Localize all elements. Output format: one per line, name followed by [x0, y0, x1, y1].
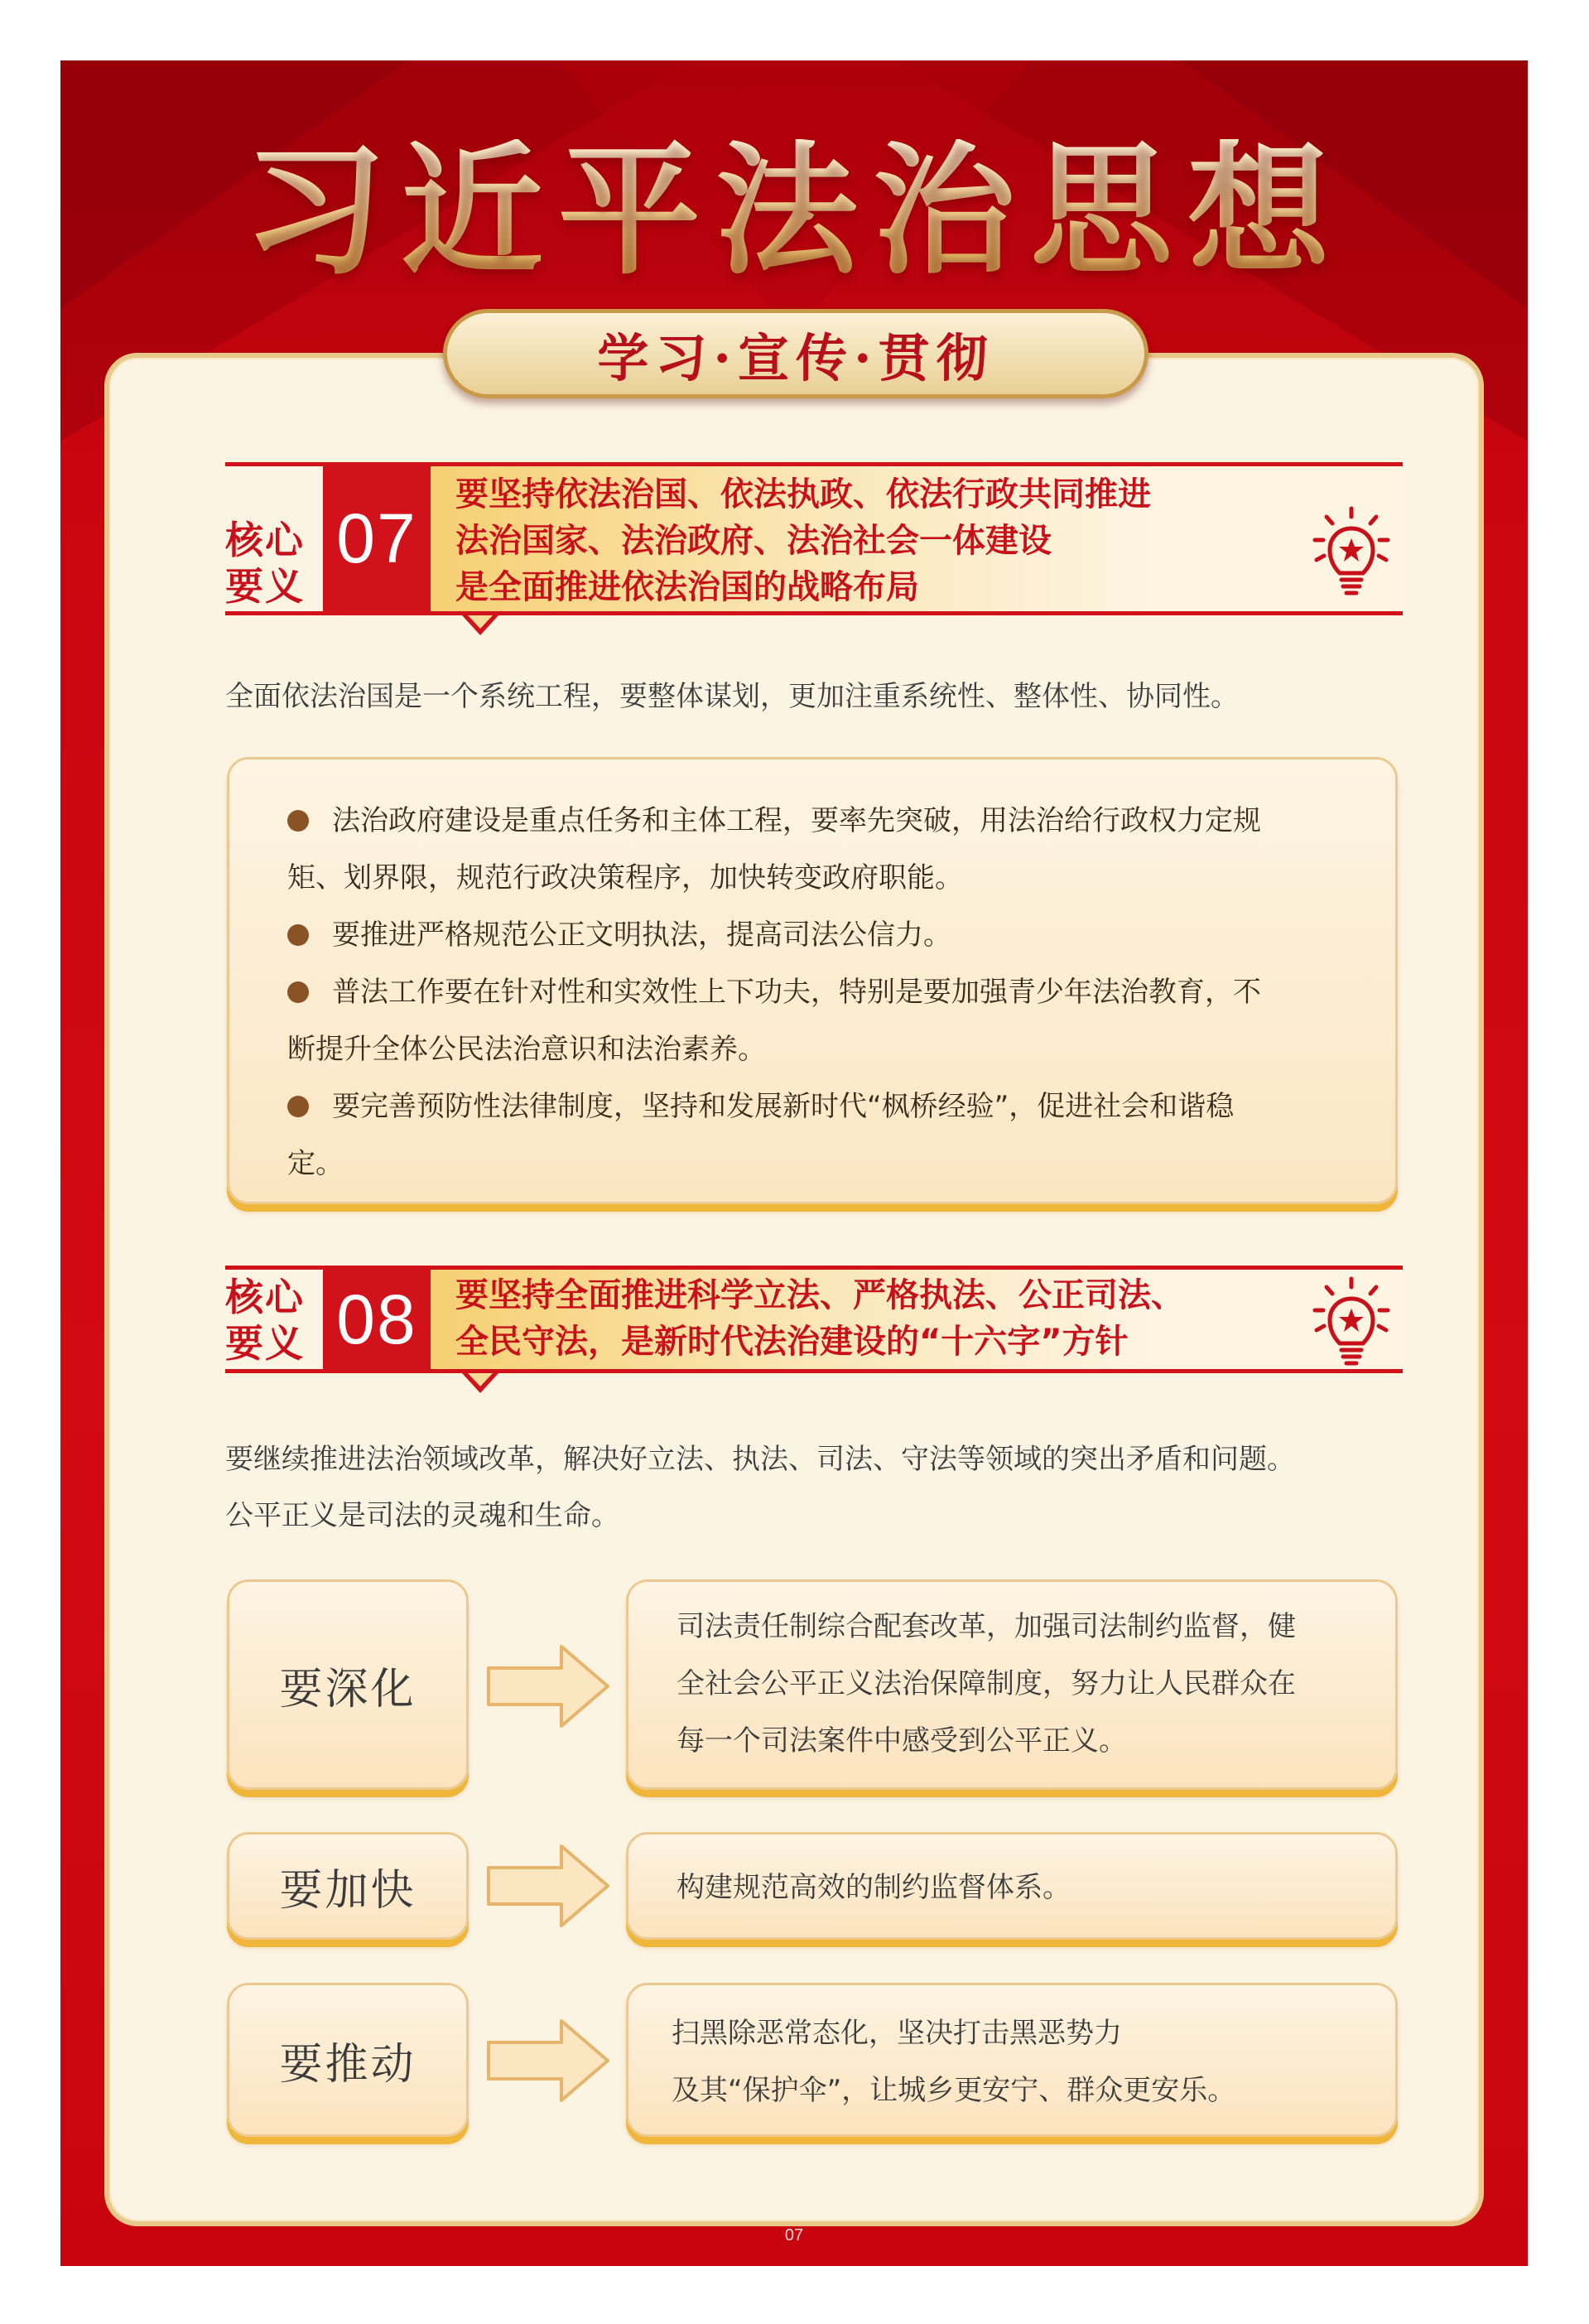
headline-line: 是全面推进依法治国的战略布局 — [455, 568, 919, 606]
arrow-right-icon — [485, 1843, 613, 1929]
action-text-line: 构建规范高效的制约监督体系。 — [677, 1871, 1071, 1904]
section-number: 08 — [336, 1280, 417, 1358]
core-label-line2: 要义 — [225, 564, 305, 609]
action-label-text: 要加快 — [279, 1865, 417, 1916]
bullet-text-cont: 定。 — [287, 1147, 344, 1180]
action-text-line: 全社会公平正义法治保障制度，努力让人民群众在 — [677, 1667, 1296, 1700]
bullet-dot — [287, 1096, 309, 1117]
intro-line: 要继续推进法治领域改革，解决好立法、执法、司法、守法等领域的突出矛盾和问题。 — [225, 1443, 1295, 1476]
headline-line: 要坚持全面推进科学立法、严格执法、公正司法、 — [455, 1276, 1184, 1314]
bullet-item — [287, 964, 1364, 1078]
action-text-line: 司法责任制综合配套改革，加强司法制约监督，健 — [677, 1610, 1296, 1643]
action-label-deepen — [227, 1579, 469, 1790]
headline-line: 要坚持依法治国、依法执政、依法行政共同推进 — [455, 475, 1151, 513]
section-08-intro — [225, 1431, 1418, 1544]
action-label-text: 要推动 — [279, 2039, 417, 2090]
headline-line: 法治国家、法治政府、法治社会一体建设 — [455, 522, 1052, 560]
bullet-text: 法治政府建设是重点任务和主体工程，要率先突破，用法治给行政权力定规 — [332, 804, 1261, 837]
headline-line: 全民守法，是新时代法治建设的“十六字”方针 — [455, 1323, 1129, 1361]
bullet-card — [227, 757, 1398, 1204]
bullet-dot — [287, 924, 309, 946]
intro-line: 公平正义是司法的灵魂和生命。 — [225, 1499, 619, 1532]
page-number: 07 — [784, 2226, 804, 2244]
action-text — [672, 2005, 1235, 2119]
action-text-box-promote — [626, 1983, 1398, 2137]
bullet-text-cont: 矩、划界限，规范行政决策程序，加快转变政府职能。 — [287, 861, 963, 894]
action-text-line: 每一个司法案件中感受到公平正义。 — [677, 1724, 1127, 1757]
header-pointer-inner — [468, 615, 493, 629]
arrow-right-icon — [485, 2018, 613, 2104]
headline-band — [431, 1270, 1403, 1369]
page-title: 习近平法治思想 — [60, 139, 1528, 282]
action-label-accelerate — [227, 1832, 469, 1940]
section-header-08 — [225, 1266, 1403, 1398]
bullet-text: 普法工作要在针对性和实效性上下功夫，特别是要加强青少年法治教育，不 — [332, 976, 1261, 1009]
action-text-box-accelerate — [626, 1832, 1398, 1940]
header-pointer-inner — [468, 1373, 493, 1386]
action-text — [677, 1598, 1296, 1770]
intro-line: 全面依法治国是一个系统工程，要整体谋划，更加注重系统性、整体性、协同性。 — [225, 680, 1239, 713]
lightbulb-star-icon — [1310, 505, 1393, 596]
action-text-line: 及其“保护伞”，让城乡更安宁、群众更安乐。 — [672, 2074, 1236, 2107]
bullet-text: 要完善预防性法律制度，坚持和发展新时代“枫桥经验”，促进社会和谐稳 — [332, 1090, 1235, 1123]
bullet-dot — [287, 810, 309, 832]
core-label — [225, 1274, 323, 1367]
action-label-promote — [227, 1983, 469, 2137]
lightbulb-star-icon — [1310, 1275, 1393, 1367]
action-label-text: 要深化 — [279, 1664, 417, 1714]
header-bottom-rule — [225, 1369, 1403, 1373]
core-label-line1: 核心 — [225, 518, 305, 562]
bullet-text-cont: 断提升全体公民法治意识和法治素养。 — [287, 1033, 766, 1066]
headline — [455, 1272, 1184, 1365]
section-number: 07 — [336, 499, 417, 577]
headline-band — [431, 466, 1403, 611]
section-number-box — [323, 1270, 431, 1369]
section-07-intro — [225, 668, 1418, 725]
page-subtitle: 学习·宣传·贯彻 — [597, 327, 994, 388]
header-bottom-rule — [225, 611, 1403, 615]
action-text — [677, 1859, 1071, 1917]
core-label-line1: 核心 — [225, 1275, 305, 1319]
section-header-07 — [225, 462, 1403, 628]
subtitle-banner — [443, 309, 1148, 398]
bullet-item — [287, 793, 1364, 907]
bullet-text: 要推进严格规范公正文明执法，提高司法公信力。 — [332, 919, 951, 952]
section-number-box — [323, 466, 431, 611]
bullet-item — [287, 907, 1364, 964]
bullet-item — [287, 1078, 1364, 1193]
headline — [455, 471, 1151, 610]
arrow-right-icon — [485, 1643, 613, 1729]
bullet-list — [287, 793, 1364, 1193]
action-text-line: 扫黑除恶常态化，坚决打击黑恶势力 — [672, 2017, 1122, 2050]
action-text-box-deepen — [626, 1579, 1398, 1790]
core-label-line2: 要义 — [225, 1321, 305, 1366]
core-label — [225, 517, 323, 610]
bullet-dot — [287, 981, 309, 1003]
